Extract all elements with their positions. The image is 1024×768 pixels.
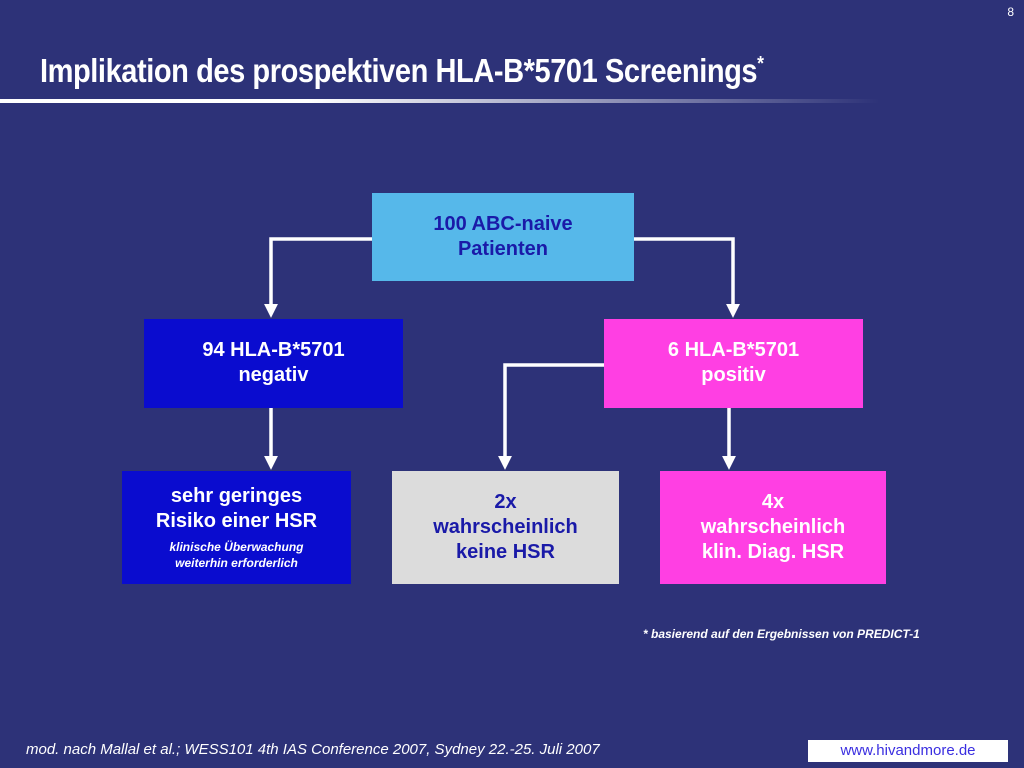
node-label-line: wahrscheinlich <box>433 516 578 538</box>
node-label-line: 6 HLA-B*5701 <box>667 339 800 361</box>
node-label-line: wahrscheinlich <box>700 516 846 538</box>
node-label-line: Risiko einer HSR <box>155 509 318 532</box>
node-very-low-risk-note <box>169 540 303 571</box>
node-abc-naive-patients-label <box>433 212 572 262</box>
title-footnote-marker: * <box>757 53 764 75</box>
node-note-line: weiterhin erforderlich <box>175 555 298 570</box>
node-label-line: 4x <box>761 491 785 513</box>
node-likely-clinical-hsr <box>660 471 886 584</box>
slide-title-text: Implikation des prospektiven HLA-B*5701 Screenings <box>40 52 758 89</box>
node-label-line: sehr geringes <box>170 484 303 507</box>
node-label-line: keine HSR <box>456 541 555 563</box>
node-label-line: 2x <box>494 491 517 513</box>
node-hla-negative-label <box>202 338 344 388</box>
node-label-line: 100 ABC-naive <box>433 213 573 235</box>
node-very-low-risk-label <box>156 484 317 534</box>
node-label-line: positiv <box>701 364 766 386</box>
connector-root-to-negative <box>271 239 372 313</box>
footnote: * basierend auf den Ergebnissen von PREDICT-1 <box>643 627 920 641</box>
node-hla-positive-label <box>668 338 799 388</box>
node-label-line: negativ <box>238 364 309 386</box>
node-note-line: klinische Überwachung <box>169 539 304 554</box>
connector-root-to-positive <box>634 239 733 313</box>
node-abc-naive-patients <box>372 193 634 281</box>
node-likely-no-hsr <box>392 471 619 584</box>
page-number: 8 <box>1007 5 1014 19</box>
source-citation: mod. nach Mallal et al.; WESS101 4th IAS Conference 2007, Sydney 22.-25. Juli 2007 <box>26 741 600 758</box>
node-very-low-risk <box>122 471 351 584</box>
node-hla-positive <box>604 319 863 408</box>
node-label-line: 94 HLA-B*5701 <box>202 339 345 361</box>
node-label-line: klin. Diag. HSR <box>701 541 845 563</box>
node-label-line: Patienten <box>457 238 548 260</box>
connector-positive-to-no-hsr <box>505 365 604 465</box>
node-likely-clinical-hsr-label <box>701 490 846 565</box>
node-hla-negative <box>144 319 403 408</box>
node-likely-no-hsr-label <box>433 490 578 565</box>
website-link[interactable]: www.hivandmore.de <box>808 740 1008 762</box>
